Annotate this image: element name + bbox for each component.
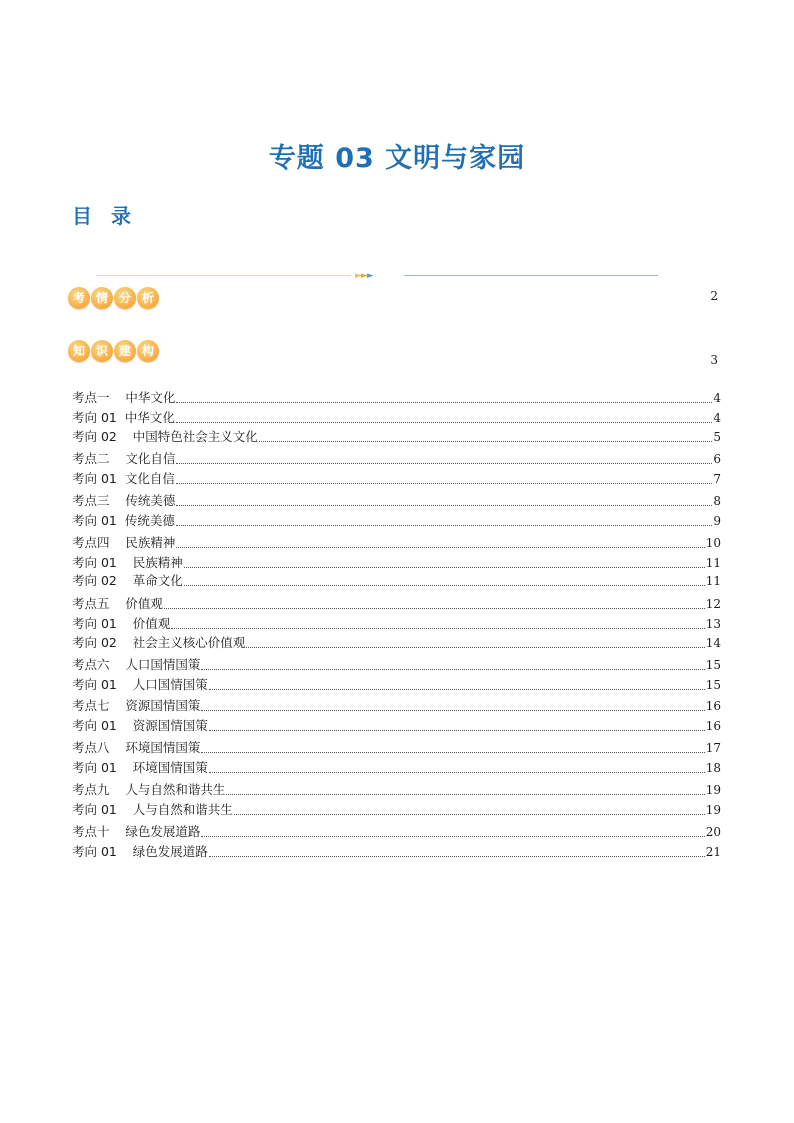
toc-entry-label: 考向 02 社会主义核心价值观 [72, 635, 246, 650]
toc-entry-label: 考向 02 中国特色社会主义文化 [72, 429, 258, 444]
toc-leader-dots [234, 813, 705, 815]
page-title: 专题 03 文明与家园 [268, 143, 526, 174]
toc-entry-label: 考向 01 中华文化 [72, 410, 175, 425]
toc-leader-dots [209, 729, 705, 731]
toc-page-number: 4 [713, 411, 721, 425]
toc-leader-dots [176, 546, 704, 548]
toc-entry-label: 考点五 价值观 [72, 596, 163, 611]
badge-char: 情 [91, 287, 113, 309]
toc-leader-dots [176, 524, 713, 526]
toc-entry-label: 考向 01 民族精神 [72, 555, 183, 570]
divider-line-left [96, 275, 351, 276]
toc-page-number: 16 [705, 719, 721, 733]
toc-entry-label: 考点十 绿色发展道路 [72, 824, 201, 839]
toc-page-number: 15 [705, 658, 721, 672]
toc-leader-dots [201, 751, 704, 753]
toc-row[interactable] [72, 716, 721, 734]
badge-char: 分 [114, 287, 136, 309]
toc-page-number: 21 [705, 845, 721, 859]
toc-entry-label: 考向 01 人与自然和谐共生 [72, 802, 233, 817]
toc-row[interactable] [72, 842, 721, 860]
toc-leader-dots [176, 462, 712, 464]
badge-char: 考 [68, 287, 90, 309]
toc-page-number: 10 [705, 536, 721, 550]
toc-leader-dots [176, 421, 713, 423]
toc-leader-dots [259, 440, 713, 442]
toc-row[interactable] [72, 614, 721, 632]
toc-row[interactable] [72, 449, 721, 467]
toc-row[interactable] [72, 738, 721, 756]
toc-page-number: 20 [705, 825, 721, 839]
toc-row[interactable] [72, 511, 721, 529]
section-page-number: 3 [710, 353, 718, 367]
toc-row[interactable] [72, 696, 721, 714]
badge-char: 构 [137, 340, 159, 362]
toc-entry-label: 考向 01 环境国情国策 [72, 760, 208, 775]
badge-char: 知 [68, 340, 90, 362]
toc-entry-label: 考点二 文化自信 [72, 451, 176, 466]
toc-leader-dots [201, 668, 704, 670]
toc-entry-label: 考点六 人口国情国策 [72, 657, 201, 672]
toc-row[interactable] [72, 675, 721, 693]
toc-page-number: 13 [705, 617, 721, 631]
divider-line-right [404, 275, 658, 276]
toc-page-number: 19 [705, 803, 721, 817]
toc-page-number: 18 [705, 761, 721, 775]
toc-leader-dots [201, 709, 704, 711]
toc-row[interactable] [72, 633, 721, 651]
toc-leader-dots [209, 771, 705, 773]
toc-leader-dots [246, 646, 704, 648]
section-page-number: 2 [710, 289, 718, 303]
toc-leader-dots [176, 482, 713, 484]
toc-entry-label: 考向 02 革命文化 [72, 573, 183, 588]
toc-page-number: 12 [705, 597, 721, 611]
toc-row[interactable] [72, 594, 721, 612]
toc-leader-dots [226, 793, 704, 795]
toc-row[interactable] [72, 533, 721, 551]
toc-row[interactable] [72, 780, 721, 798]
toc-row[interactable] [72, 553, 721, 571]
toc-row[interactable] [72, 758, 721, 776]
toc-page-number: 11 [705, 556, 721, 570]
toc-page-number: 15 [705, 678, 721, 692]
toc-row[interactable] [72, 822, 721, 840]
toc-leader-dots [201, 835, 704, 837]
toc-page-number: 9 [713, 514, 721, 528]
toc-page-number: 6 [713, 452, 721, 466]
toc-row[interactable] [72, 469, 721, 487]
toc-page-number: 17 [705, 741, 721, 755]
toc-leader-dots [176, 401, 712, 403]
toc-leader-dots [184, 566, 705, 568]
toc-entry-label: 考点一 中华文化 [72, 390, 176, 405]
toc-leader-dots [209, 855, 705, 857]
toc-row[interactable] [72, 408, 721, 426]
badge-char: 析 [137, 287, 159, 309]
toc-page-number: 7 [713, 472, 721, 486]
badge-char: 建 [114, 340, 136, 362]
toc-page-number: 19 [705, 783, 721, 797]
toc-entry-label: 考向 01 绿色发展道路 [72, 844, 208, 859]
toc-entry-label: 考点三 传统美德 [72, 493, 176, 508]
badge-char: 识 [91, 340, 113, 362]
toc-page-number: 14 [705, 636, 721, 650]
toc-entry-label: 考点七 资源国情国策 [72, 698, 201, 713]
toc-row[interactable] [72, 388, 721, 406]
toc-entry-label: 考向 01 传统美德 [72, 513, 175, 528]
toc-row[interactable] [72, 491, 721, 509]
toc-page-number: 5 [713, 430, 721, 444]
toc-leader-dots [176, 504, 712, 506]
toc-entry-label: 考向 01 价值观 [72, 616, 171, 631]
toc-entry-label: 考向 01 人口国情国策 [72, 677, 208, 692]
toc-row[interactable] [72, 571, 721, 589]
decorative-divider [96, 270, 658, 282]
toc-leader-dots [184, 584, 705, 586]
toc-heading: 目 录 [72, 204, 137, 228]
toc-row[interactable] [72, 427, 721, 445]
toc-page-number: 11 [705, 574, 721, 588]
arrows-icon: ►►► [355, 271, 373, 281]
section-badge-analysis[interactable] [68, 287, 159, 313]
toc-entry-label: 考向 01 资源国情国策 [72, 718, 208, 733]
toc-leader-dots [171, 627, 704, 629]
toc-row[interactable] [72, 800, 721, 818]
toc-page-number: 8 [713, 494, 721, 508]
toc-row[interactable] [72, 655, 721, 673]
toc-entry-label: 考向 01 文化自信 [72, 471, 175, 486]
toc-entry-label: 考点四 民族精神 [72, 535, 176, 550]
toc-page-number: 4 [713, 391, 721, 405]
section-badge-knowledge[interactable] [68, 340, 159, 366]
toc-entry-label: 考点九 人与自然和谐共生 [72, 782, 226, 797]
toc-leader-dots [209, 688, 705, 690]
toc-entry-label: 考点八 环境国情国策 [72, 740, 201, 755]
toc-leader-dots [164, 607, 705, 609]
toc-page-number: 16 [705, 699, 721, 713]
